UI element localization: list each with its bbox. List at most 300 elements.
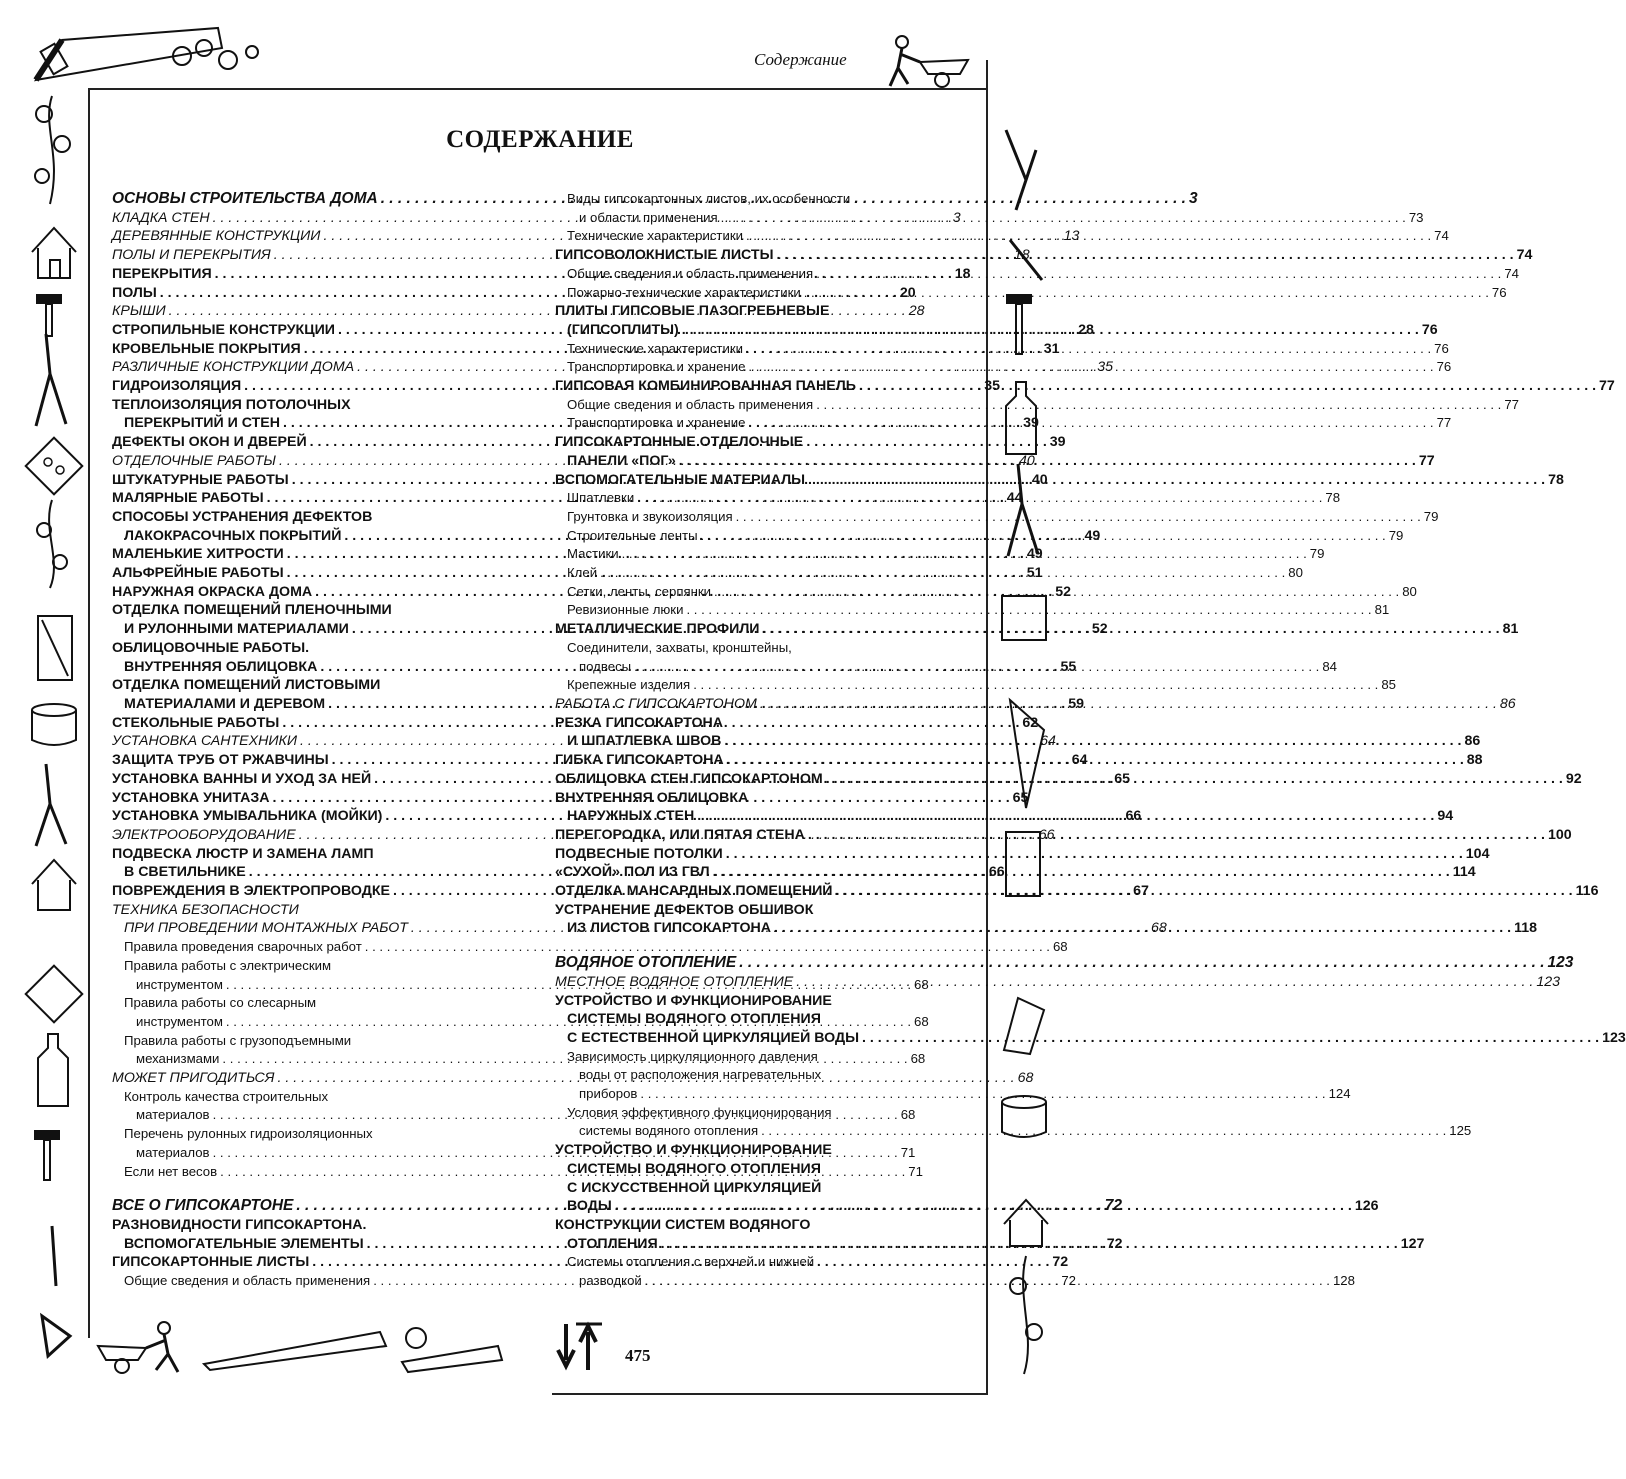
flower-vine-icon-2: [24, 500, 80, 590]
toc-entry-page: 94: [1437, 808, 1454, 825]
toc-entry-page: 104: [1465, 845, 1490, 862]
toc-entry: [112, 601, 513, 620]
toc-dot-leader: [746, 340, 1431, 359]
toc-entry-page: 68: [914, 1013, 929, 1029]
toc-entry-title: ПЛИТЫ ГИПСОВЫЕ ПАЗОГРЕБНЕВЫЕ: [555, 303, 830, 320]
toc-entry-title: УСТРОЙСТВО И ФУНКЦИОНИРОВАНИЕ: [555, 992, 832, 1009]
toc-entry-title: Зависимость циркуляционного давления: [567, 1048, 818, 1064]
toc-entry: [555, 992, 955, 1011]
toc-entry-page: 49: [1026, 546, 1043, 563]
toc-entry-page: 92: [1565, 770, 1582, 787]
toc-entry-title: «СУХОЙ» ПОЛ ИЗ ГВЛ: [555, 864, 710, 881]
toc-entry: [555, 1141, 955, 1160]
paint-bucket-icon: [26, 700, 82, 750]
toc-entry-title: ПЕРЕКРЫТИЙ И СТЕН: [124, 415, 281, 432]
toc-dot-leader: [777, 246, 1514, 265]
toc-entry-page: 79: [1309, 546, 1325, 562]
toc-entry-title: КЛАДКА СТЕН: [112, 209, 210, 226]
toc-entry-title: ПОДВЕСКА ЛЮСТР И ЗАМЕНА ЛАМП: [112, 845, 374, 862]
running-head: Содержание: [754, 50, 847, 69]
toc-dot-leader: [816, 265, 1501, 284]
toc-entry: [555, 1160, 955, 1179]
toc-entry-title: ВОДЯНОЕ ОТОПЛЕНИЕ: [555, 954, 737, 972]
toc-dot-leader: [727, 751, 1464, 770]
toc-entry-page: 86: [1499, 695, 1516, 712]
toc-entry-page: 78: [1325, 490, 1341, 506]
toc-entry-title: МОЖЕТ ПРИГОДИТЬСЯ: [112, 1070, 275, 1087]
toc-dot-leader: [859, 377, 1596, 396]
toc-entry-title: Правила работы с грузоподъемными: [124, 1032, 352, 1048]
toc-entry-title: Шпатлевки: [567, 490, 635, 506]
toc-entry-title: разводкой: [579, 1273, 642, 1289]
toc-entry-page: 28: [908, 303, 925, 320]
toc-entry: [555, 508, 1439, 527]
toc-entry-page: 62: [1022, 714, 1039, 731]
toc-entry-title: инструментом: [136, 976, 223, 992]
toc-entry-title: ВОДЫ: [567, 1198, 612, 1215]
toc-entry-page: 39: [1023, 415, 1039, 432]
toc-entry: [112, 1216, 513, 1235]
toc-entry-title: СИСТЕМЫ ВОДЯНОГО ОТОПЛЕНИЯ: [567, 1011, 821, 1028]
toc-entry-page: 44: [1006, 490, 1023, 507]
toc-dot-leader: [686, 601, 1371, 620]
toc-entry-page: 35: [1097, 359, 1114, 376]
toc-entry-page: 71: [900, 1144, 916, 1160]
toc-entry-page: 78: [1548, 471, 1564, 488]
toc-entry-page: 67: [1133, 883, 1149, 900]
page-title: СОДЕРЖАНИЕ: [446, 126, 634, 153]
toc-entry-title: Крепежные изделия: [567, 677, 691, 693]
toc-entry-title: Транспортировка и хранение: [567, 415, 746, 431]
toc-entry-title: РЕЗКА ГИПСОКАРТОНА: [555, 714, 724, 731]
hammer-icon-2: [28, 1126, 78, 1186]
toc-dot-leader: [622, 545, 1307, 564]
toc-entry-page: 51: [1026, 565, 1043, 582]
toc-entry: [555, 676, 1397, 695]
bottle-icon: [28, 1030, 78, 1110]
toc-entry: [555, 789, 955, 808]
toc-entry-title: КРЫШИ: [112, 303, 166, 320]
toc-entry-page: 18: [954, 265, 971, 282]
toc-entry-page: 66: [988, 864, 1005, 881]
toc-entry-page: 55: [1060, 658, 1077, 675]
toc-dot-leader: [721, 209, 1406, 228]
toc-entry-title: Соединители, захваты, кронштейны,: [567, 639, 792, 655]
toc-entry-page: 65: [1012, 789, 1029, 806]
toc-entry-page: 74: [1516, 247, 1533, 264]
toc-dot-leader: [637, 489, 1322, 508]
toc-entry-title: Правила проведения сварочных работ: [124, 939, 362, 955]
toc-entry: [555, 1048, 955, 1067]
toc-entry: [112, 845, 513, 864]
toc-entry-title: Правила работы со слесарным: [124, 995, 317, 1011]
toc-dot-leader: [736, 508, 1421, 527]
toc-entry-title: ВСПОМОГАТЕЛЬНЫЕ ЭЛЕМЕНТЫ: [124, 1235, 364, 1252]
toc-dot-leader: [796, 973, 1533, 992]
wheelbarrow-worker-icon: [880, 34, 980, 90]
toc-entry: [112, 994, 513, 1013]
toc-dot-leader: [761, 1122, 1446, 1141]
toc-entry-page: 100: [1547, 826, 1572, 843]
toc-entry-title: КРОВЕЛЬНЫЕ ПОКРЫТИЯ: [112, 340, 301, 357]
float-trowel-icon: [200, 1326, 390, 1372]
toc-entry-title: материалов: [136, 1144, 210, 1160]
toc-entry-title: УСТАНОВКА САНТЕХНИКИ: [112, 733, 297, 750]
toc-entry-title: Перечень рулонных гидроизоляционных: [124, 1126, 373, 1142]
page-number: 475: [625, 1346, 651, 1365]
toc-dot-leader: [808, 471, 1545, 490]
toc-entry-page: 39: [1049, 434, 1066, 451]
tile-icon-2: [26, 966, 82, 1022]
toc-entry-title: Транспортировка и хранение: [567, 359, 746, 375]
toc-entry-title: ОТДЕЛКА МАНСАРДНЫХ ПОМЕЩЕНИЙ: [555, 883, 833, 900]
toc-entry-page: 35: [984, 378, 1001, 395]
toc-entry: [555, 901, 955, 920]
toc-entry-page: 64: [1071, 752, 1088, 769]
toc-entry-page: 18: [1013, 247, 1030, 264]
trowel-icon: [22, 1226, 82, 1366]
toc-entry-title: МАЛЕНЬКИЕ ХИТРОСТИ: [112, 546, 284, 563]
toc-entry-title: УСТРОЙСТВО И ФУНКЦИОНИРОВАНИЕ: [555, 1142, 832, 1159]
toc-entry-page: 3: [952, 209, 961, 226]
toc-entry: [555, 209, 1424, 228]
tile-icon: [26, 438, 82, 494]
toc-entry-title: материалов: [136, 1107, 210, 1123]
toc-entry-title: ВНУТРЕННЯЯ ОБЛИЦОВКА: [555, 789, 749, 806]
toc-entry-title: ЗАЩИТА ТРУБ ОТ РЖАВЧИНЫ: [112, 752, 329, 769]
toc-entry-page: 123: [1602, 1029, 1626, 1046]
toc-entry-title: ВСПОМОГАТЕЛЬНЫЕ МАТЕРИАЛЫ: [555, 471, 805, 488]
toc-entry-title: (ГИПСОПЛИТЫ): [567, 321, 679, 338]
house-icon-2: [24, 850, 84, 920]
toc-dot-leader: [748, 414, 1433, 433]
toc-entry-title: ОБЛИЦОВОЧНЫЕ РАБОТЫ.: [112, 639, 310, 656]
toc-entry-title: УСТАНОВКА ВАННЫ И УХОД ЗА НЕЙ: [112, 770, 372, 787]
toc-entry-title: ГИПСОВОЛОКНИСТЫЕ ЛИСТЫ: [555, 247, 774, 264]
toc-entry-page: 72: [1106, 1235, 1123, 1252]
toc-entry-page: 76: [1421, 321, 1438, 338]
toc-entry-page: 80: [1402, 583, 1417, 599]
toc-entry: [112, 676, 513, 695]
toc-entry-title: приборов: [579, 1086, 638, 1102]
toc-entry-title: РАБОТА С ГИПСОКАРТОНОМ: [555, 695, 757, 712]
toc-entry-title: Грунтовка и звукоизоляция: [567, 508, 733, 524]
toc-entry-page: 77: [1436, 415, 1452, 431]
toc-entry-title: МЕТАЛЛИЧЕСКИЕ ПРОФИЛИ: [555, 621, 760, 638]
toc-entry-title: ПЕРЕКРЫТИЯ: [112, 265, 212, 282]
toc-entry-page: 20: [899, 284, 916, 301]
toc-entry: [112, 938, 1068, 957]
toc-entry-title: ПОДВЕСНЫЕ ПОТОЛКИ: [555, 845, 723, 862]
toc-entry-page: 66: [1125, 808, 1142, 825]
toc-dot-leader: [726, 845, 1463, 864]
section-gap: [555, 938, 955, 954]
toc-entry-title: Технические характеристики: [567, 340, 743, 356]
toc-entry-page: 72: [1052, 1254, 1069, 1271]
toc-entry-page: 64: [1040, 733, 1056, 750]
toc-entry-title: ШТУКАТУРНЫЕ РАБОТЫ: [112, 471, 289, 488]
toc-entry-page: 73: [1408, 209, 1424, 225]
toc-dot-leader: [682, 321, 1419, 340]
toc-entry-page: 68: [1052, 939, 1068, 955]
toc-entry-title: ОТДЕЛКА ПОМЕЩЕНИЙ ПЛЕНОЧНЫМИ: [112, 602, 392, 619]
toc-entry-page: 72: [1104, 1197, 1122, 1215]
toc-entry-title: ОСНОВЫ СТРОИТЕЛЬСТВА ДОМА: [112, 190, 378, 207]
toc-entry-title: ЭЛЕКТРООБОРУДОВАНИЕ: [112, 826, 296, 843]
hacksaw-icon: [28, 610, 82, 690]
toc-dot-leader: [816, 396, 1501, 415]
toc-entry-title: Сетки, ленты, серпянки: [567, 583, 712, 599]
toc-entry-title: Условия эффективного функционирования: [567, 1104, 832, 1120]
toc-entry-title: Ревизионные люки: [567, 602, 684, 618]
toc-entry-page: 28: [1078, 321, 1094, 338]
toc-dot-leader: [714, 583, 1399, 602]
toc-entry-page: 40: [1031, 471, 1048, 488]
toc-entry-page: 125: [1449, 1123, 1472, 1139]
toc-entry-page: 128: [1332, 1273, 1355, 1289]
toc-entry-title: ОТДЕЛКА ПОМЕЩЕНИЙ ЛИСТОВЫМИ: [112, 677, 381, 694]
toc-entry-page: 72: [1061, 1273, 1077, 1289]
toc-entry-title: механизмами: [136, 1051, 220, 1067]
toc-entry-title: Если нет весов: [124, 1163, 218, 1179]
toc-entry-page: 88: [1466, 752, 1483, 769]
toc-entry-page: 79: [1423, 508, 1439, 524]
toc-entry-title: СПОСОБЫ УСТРАНЕНИЯ ДЕФЕКТОВ: [112, 508, 373, 525]
toc-entry: [555, 1010, 955, 1029]
toc-entry-page: 84: [1322, 658, 1337, 674]
toc-entry-page: 124: [1328, 1086, 1351, 1102]
toc-dot-leader: [713, 863, 1450, 882]
toc-dot-leader: [724, 732, 1461, 751]
toc-entry-page: 127: [1400, 1235, 1425, 1252]
toc-entry-page: 40: [1019, 452, 1035, 469]
toc-entry-title: НАРУЖНЫХ СТЕН: [567, 808, 695, 825]
frame-top-line: [88, 88, 988, 90]
toc-entry-title: И РУЛОННЫМИ МАТЕРИАЛАМИ: [124, 621, 349, 638]
toc-entry: [112, 1088, 513, 1107]
toc-entry-title: УСТРАНЕНИЕ ДЕФЕКТОВ ОБШИВОК: [555, 901, 814, 918]
toc-entry: [555, 1066, 955, 1085]
toc-entry-title: ПРИ ПРОВЕДЕНИИ МОНТАЖНЫХ РАБОТ: [124, 920, 408, 937]
toc-entry-title: СТЕКОЛЬНЫЕ РАБОТЫ: [112, 714, 280, 731]
toc-entry-page: 118: [1514, 920, 1537, 937]
toc-entry: [112, 396, 513, 415]
toc-dot-leader: [808, 826, 1545, 845]
page-number-arrows-icon: [552, 1322, 612, 1372]
toc-entry-page: 116: [1575, 883, 1599, 900]
toc-entry: [555, 396, 1520, 415]
toc-entry-page: 85: [1381, 677, 1397, 693]
toc-entry-title: Общие сведения и область применения: [567, 265, 814, 281]
toc-entry-page: 59: [1068, 695, 1084, 712]
toc-entry-page: 114: [1452, 864, 1476, 881]
toc-entry-title: ПАНЕЛИ «ПОГ»: [567, 452, 676, 469]
toc-entry: [555, 714, 955, 733]
toc-entry-page: 13: [1063, 228, 1080, 245]
toc-dot-leader: [763, 620, 1500, 639]
toc-entry-page: 68: [1151, 920, 1167, 937]
toc-entry-title: ДЕФЕКТЫ ОКОН И ДВЕРЕЙ: [112, 434, 307, 451]
toc-entry-title: СИСТЕМЫ ВОДЯНОГО ОТОПЛЕНИЯ: [567, 1160, 821, 1177]
toc-entry-title: ГИБКА ГИПСОКАРТОНА: [555, 752, 724, 769]
toc-entry: [555, 1179, 955, 1198]
toc-dot-leader: [774, 919, 1511, 938]
toc-entry-page: 68: [910, 1051, 926, 1067]
toc-entry-page: 68: [900, 1107, 916, 1123]
toc-entry-page: 71: [908, 1163, 923, 1179]
toc-entry-title: ГИПСОВАЯ КОМБИНИРОВАННАЯ ПАНЕЛЬ: [555, 378, 856, 395]
toc-entry-page: 74: [1434, 228, 1449, 244]
toc-dot-leader: [640, 1085, 1325, 1104]
toc-entry-title: ПЕРЕГОРОДКА, ИЛИ ПЯТАЯ СТЕНА: [555, 826, 805, 843]
toc-entry-page: 123: [1547, 954, 1574, 972]
toc-dot-leader: [835, 882, 1572, 901]
toc-entry: [112, 1125, 513, 1144]
toc-entry-title: Общие сведения и область применения: [124, 1273, 371, 1289]
toc-entry-page: 3: [1188, 190, 1198, 207]
toc-entry-title: и области применения: [579, 209, 718, 225]
toc-dot-leader: [600, 564, 1285, 583]
house-icon: [24, 218, 84, 288]
toc-dot-leader: [826, 770, 1563, 789]
toc-entry-page: 81: [1374, 602, 1390, 618]
toc-entry-title: ВСЕ О ГИПСОКАРТОНЕ: [112, 1197, 294, 1215]
toc-entry-title: ИЗ ЛИСТОВ ГИПСОКАРТОНА: [567, 920, 771, 937]
toc-dot-leader: [634, 658, 1319, 677]
plane-tool-icon-2: [398, 1316, 508, 1376]
toc-entry: [112, 901, 513, 920]
toc-dot-leader: [615, 1197, 1352, 1216]
toc-entry: [555, 284, 1507, 303]
toc-entry-title: Системы отопления с верхней и нижней: [567, 1254, 815, 1270]
toc-entry-title: Клей: [567, 565, 598, 581]
toc-entry-title: Мастики: [567, 546, 619, 562]
toc-dot-leader: [760, 695, 1497, 714]
toc-entry: [112, 639, 513, 658]
toc-dot-leader: [748, 358, 1433, 377]
toc-entry-title: НАРУЖНАЯ ОКРАСКА ДОМА: [112, 583, 313, 600]
toc-entry: [555, 1085, 1351, 1104]
toc-entry-title: АЛЬФРЕЙНЫЕ РАБОТЫ: [112, 565, 284, 582]
toc-entry-title: ОТДЕЛОЧНЫЕ РАБОТЫ: [112, 452, 276, 469]
toc-dot-leader: [661, 1235, 1398, 1254]
toc-entry-page: 86: [1464, 733, 1481, 750]
toc-entry-title: МЕСТНОЕ ВОДЯНОЕ ОТОПЛЕНИЕ: [555, 973, 794, 990]
toc-entry-title: воды от расположения нагревательных: [579, 1067, 822, 1083]
toc-entry-page: 68: [1017, 1070, 1034, 1087]
toc-entry-page: 31: [1043, 340, 1060, 357]
toc-entry-title: МАЛЯРНЫЕ РАБОТЫ: [112, 490, 264, 507]
toc-entry: [555, 190, 955, 209]
toc-entry-title: Технические характеристики: [567, 228, 743, 244]
toc-entry-title: Виды гипсокартонных листов, их особенности: [567, 191, 851, 206]
toc-dot-leader: [746, 227, 1431, 246]
toc-dot-leader: [645, 1272, 1330, 1291]
toc-entry-page: 74: [1504, 265, 1520, 281]
toc-entry-title: ЛАКОКРАСОЧНЫХ ПОКРЫТИЙ: [124, 527, 342, 544]
toc-entry-title: ПОВРЕЖДЕНИЯ В ЭЛЕКТРОПРОВОДКЕ: [112, 883, 391, 900]
toc-entry-page: 66: [1038, 826, 1055, 843]
toc-entry-title: УСТАНОВКА УНИТАЗА: [112, 789, 270, 806]
toc-entry-title: ТЕХНИКА БЕЗОПАСНОСТИ: [112, 901, 299, 918]
saw-icon: [22, 18, 262, 88]
toc-entry-title: системы водяного отопления: [579, 1123, 759, 1139]
toc-entry-title: УСТАНОВКА УМЫВАЛЬНИКА (МОЙКИ): [112, 808, 383, 825]
toc-entry-title: ПОЛЫ И ПЕРЕКРЫТИЯ: [112, 247, 271, 264]
toc-entry: [555, 1122, 1472, 1141]
toc-entry-title: КОНСТРУКЦИИ СИСТЕМ ВОДЯНОГО: [555, 1216, 811, 1233]
pliers-icon: [26, 330, 76, 430]
toc-dot-leader: [679, 452, 1416, 471]
toc-entry-title: РАЗЛИЧНЫЕ КОНСТРУКЦИИ ДОМА: [112, 359, 355, 376]
toc-entry-page: 77: [1418, 452, 1435, 469]
toc-entry: [555, 639, 955, 658]
toc-entry-title: ТЕПЛОИЗОЛЯЦИЯ ПОТОЛОЧНЫХ: [112, 396, 351, 413]
toc-entry-page: 76: [1491, 284, 1507, 300]
toc-entry-title: ОБЛИЦОВКА СТЕН ГИПСОКАРТОНОМ: [555, 770, 823, 787]
toc-entry-title: ДЕРЕВЯННЫЕ КОНСТРУКЦИИ: [112, 228, 321, 245]
toc-entry: [555, 845, 1490, 864]
toc-entry: [555, 973, 1560, 992]
toc-entry-page: 76: [1436, 359, 1452, 375]
toc-dot-leader: [693, 676, 1378, 695]
toc-entry: [555, 1104, 955, 1123]
toc-entry-title: ПОЛЫ: [112, 284, 157, 301]
plane-tool-icon: [994, 990, 1054, 1060]
toc-entry: [555, 302, 955, 321]
frame-left-line: [88, 88, 90, 1338]
toc-entry-page: 52: [1091, 621, 1108, 638]
toc-entry-page: 79: [1388, 527, 1404, 543]
toc-entry-page: 49: [1084, 527, 1101, 544]
pliers-icon-2: [26, 760, 76, 850]
toc-entry-title: В СВЕТИЛЬНИКЕ: [124, 864, 246, 881]
toc-entry-title: ГИДРОИЗОЛЯЦИЯ: [112, 378, 242, 395]
toc-entry-title: ВНУТРЕННЯЯ ОБЛИЦОВКА: [124, 658, 318, 675]
toc-entry: [112, 508, 513, 527]
toc-entry-title: И ШПАТЛЕВКА ШВОВ: [567, 733, 722, 750]
toc-entry-title: РАЗНОВИДНОСТИ ГИПСОКАРТОНА.: [112, 1216, 367, 1233]
toc-entry-page: 52: [1055, 583, 1072, 600]
toc-entry: [112, 1032, 513, 1051]
toc-dot-leader: [697, 807, 1434, 826]
toc-entry-page: 126: [1354, 1198, 1379, 1215]
toc-entry-title: С ИСКУССТВЕННОЙ ЦИРКУЛЯЦИЕЙ: [567, 1179, 822, 1196]
toc-entry: [555, 954, 1574, 973]
toc-entry-title: Контроль качества строительных: [124, 1088, 329, 1104]
toc-entry-page: 77: [1504, 396, 1520, 412]
toc-entry: [555, 1216, 955, 1235]
toc-dot-leader: [862, 1029, 1599, 1048]
section-gap: [112, 1181, 513, 1197]
toc-entry-title: ГИПСОКАРТОННЫЕ ЛИСТЫ: [112, 1254, 310, 1271]
toc-entry-title: Общие сведения и область применения: [567, 396, 814, 412]
toc-entry-title: МАТЕРИАЛАМИ И ДЕРЕВОМ: [124, 695, 326, 712]
toc-dot-leader: [804, 284, 1489, 303]
toc-entry-title: Строительные ленты: [567, 527, 698, 543]
toc-entry-page: 123: [1536, 973, 1560, 990]
toc-entry-page: 80: [1288, 565, 1303, 581]
toc-entry-title: подвесы: [579, 658, 632, 674]
toc-entry-title: ГИПСОКАРТОННЫЕ ОТДЕЛОЧНЫЕ: [555, 434, 804, 451]
toc-entry-title: Пожарно-технические характеристики: [567, 284, 801, 300]
toc-entry-page: 65: [1114, 770, 1131, 787]
toc-entry-page: 76: [1434, 340, 1449, 356]
toc-entry-title: ОТОПЛЕНИЯ: [567, 1235, 658, 1252]
toc-entry: [112, 957, 513, 976]
toc-entry: [555, 601, 1390, 620]
toc-entry: [555, 1253, 955, 1272]
